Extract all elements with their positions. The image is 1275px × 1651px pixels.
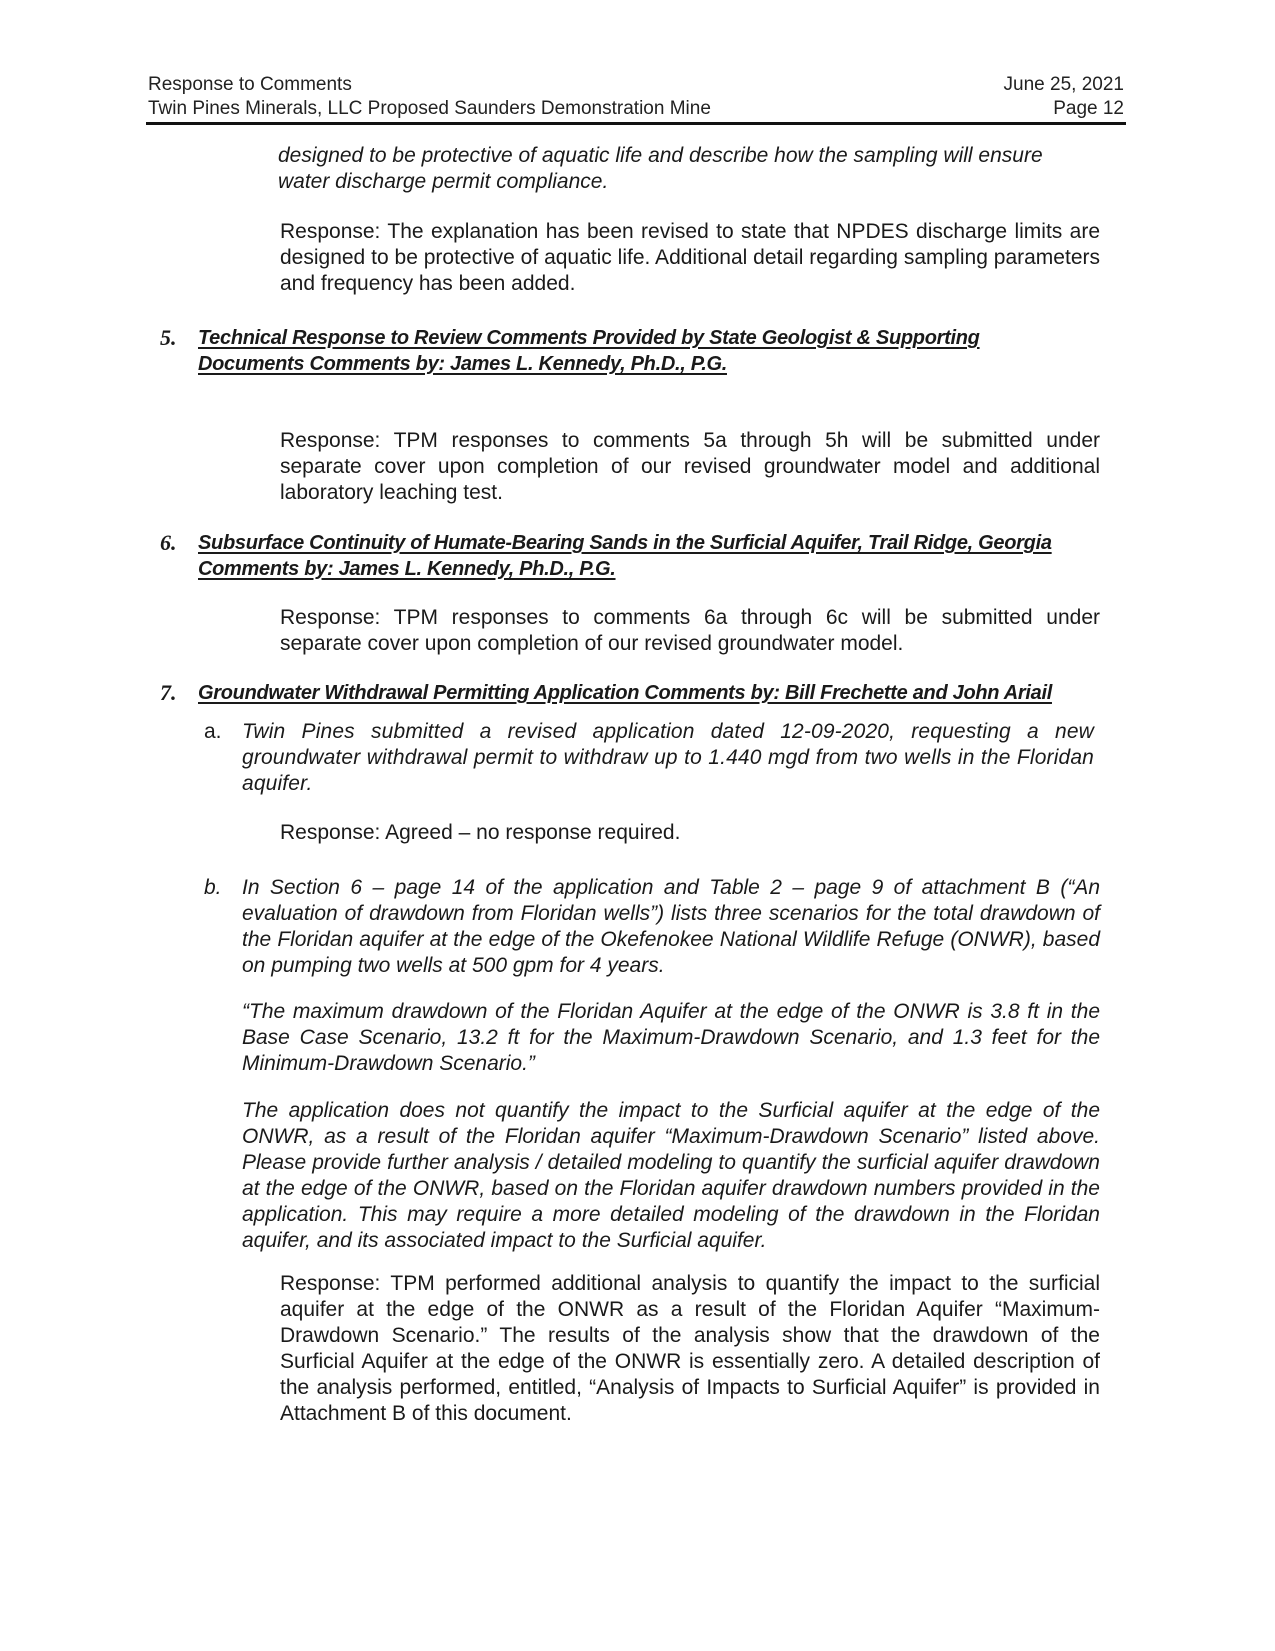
page-number: Page 12 bbox=[1053, 98, 1124, 119]
section-title: Groundwater Withdrawal Permitting Application Comments by: Bill Frechette and John Ariail bbox=[198, 682, 1052, 704]
item-a-letter: a. bbox=[204, 720, 222, 743]
item-b-comment-1: In Section 6 – page 14 of the application and Table 2 – page 9 of attachment B (“An evaluation of drawdown from Floridan wells”) lists three scenarios for the total drawdown of the Floridan aquifer at the edge of the Okefenokee National Wildlife Refuge (ONWR), based on pumping two wells at 500 gpm for 4 years. bbox=[242, 876, 1100, 977]
document-title: Response to Comments bbox=[148, 74, 352, 95]
section-number: 5. bbox=[160, 325, 177, 350]
item-b-response: Response: TPM performed additional analysis to quantify the impact to the surficial aquifer at the edge of the ONWR as a result of the Floridan Aquifer “Maximum-Drawdown Scenario.” The results of the analysis show that the drawdown of the Surficial Aquifer at the edge of the ONWR is essentially zero. A detailed description of the analysis performed, entitled, “Analysis of Impacts to Surficial Aquifer” is provided in Attachment B of this document. bbox=[280, 1272, 1100, 1425]
section-5-response: Response: TPM responses to comments 5a through 5h will be submitted under separate cover upon completion of our revised groundwater model and additional laboratory leaching test. bbox=[280, 429, 1100, 504]
continued-response: Response: The explanation has been revised to state that NPDES discharge limits are designed to be protective of aquatic life. Additional detail regarding sampling parameters and frequency has been added. bbox=[280, 220, 1100, 295]
section-title: Technical Response to Review Comments Provided by State Geologist & Supporting Documents Comments by: James L. Kennedy, Ph.D., P.G. bbox=[198, 327, 980, 375]
continued-comment: designed to be protective of aquatic life and describe how the sampling will ensure water discharge permit compliance. bbox=[278, 144, 1043, 193]
item-a-response: Response: Agreed – no response required. bbox=[280, 821, 681, 844]
document-date: June 25, 2021 bbox=[1003, 74, 1124, 95]
item-b-comment-2: “The maximum drawdown of the Floridan Aquifer at the edge of the ONWR is 3.8 ft in the Base Case Scenario, 13.2 ft for the Maximum-Drawdown Scenario, and 1.3 feet for the Minimum-Drawdown Scenario.” bbox=[242, 1000, 1100, 1075]
item-a-comment: Twin Pines submitted a revised application dated 12-09-2020, requesting a new groundwater withdrawal permit to withdraw up to 1.440 mgd from two wells in the Floridan aquifer. bbox=[242, 720, 1094, 795]
header-divider bbox=[146, 122, 1126, 125]
item-b-letter: b. bbox=[204, 876, 222, 899]
item-b-comment-3: The application does not quantify the impact to the Surficial aquifer at the edge of the ONWR, as a result of the Floridan aquifer “Maximum-Drawdown Scenario” listed above. Please provide further analysis / detailed modeling to quantify the surficial aquifer drawdown at the edge of the ONWR, based on the Floridan aquifer drawdown numbers provided in the application. This may require a more detailed modeling of the drawdown in the Floridan aquifer, and its associated impact to the Surficial aquifer. bbox=[242, 1099, 1100, 1252]
section-title: Subsurface Continuity of Humate-Bearing Sands in the Surficial Aquifer, Trail Ridge, Georgia Comments by: James L. Kennedy, Ph.D., P.G. bbox=[198, 532, 1052, 580]
section-number: 7. bbox=[160, 680, 177, 705]
page-header bbox=[148, 73, 1124, 121]
section-6-response: Response: TPM responses to comments 6a through 6c will be submitted under separate cover upon completion of our revised groundwater model. bbox=[280, 606, 1100, 655]
section-number: 6. bbox=[160, 530, 177, 555]
project-name: Twin Pines Minerals, LLC Proposed Saunders Demonstration Mine bbox=[148, 98, 711, 119]
